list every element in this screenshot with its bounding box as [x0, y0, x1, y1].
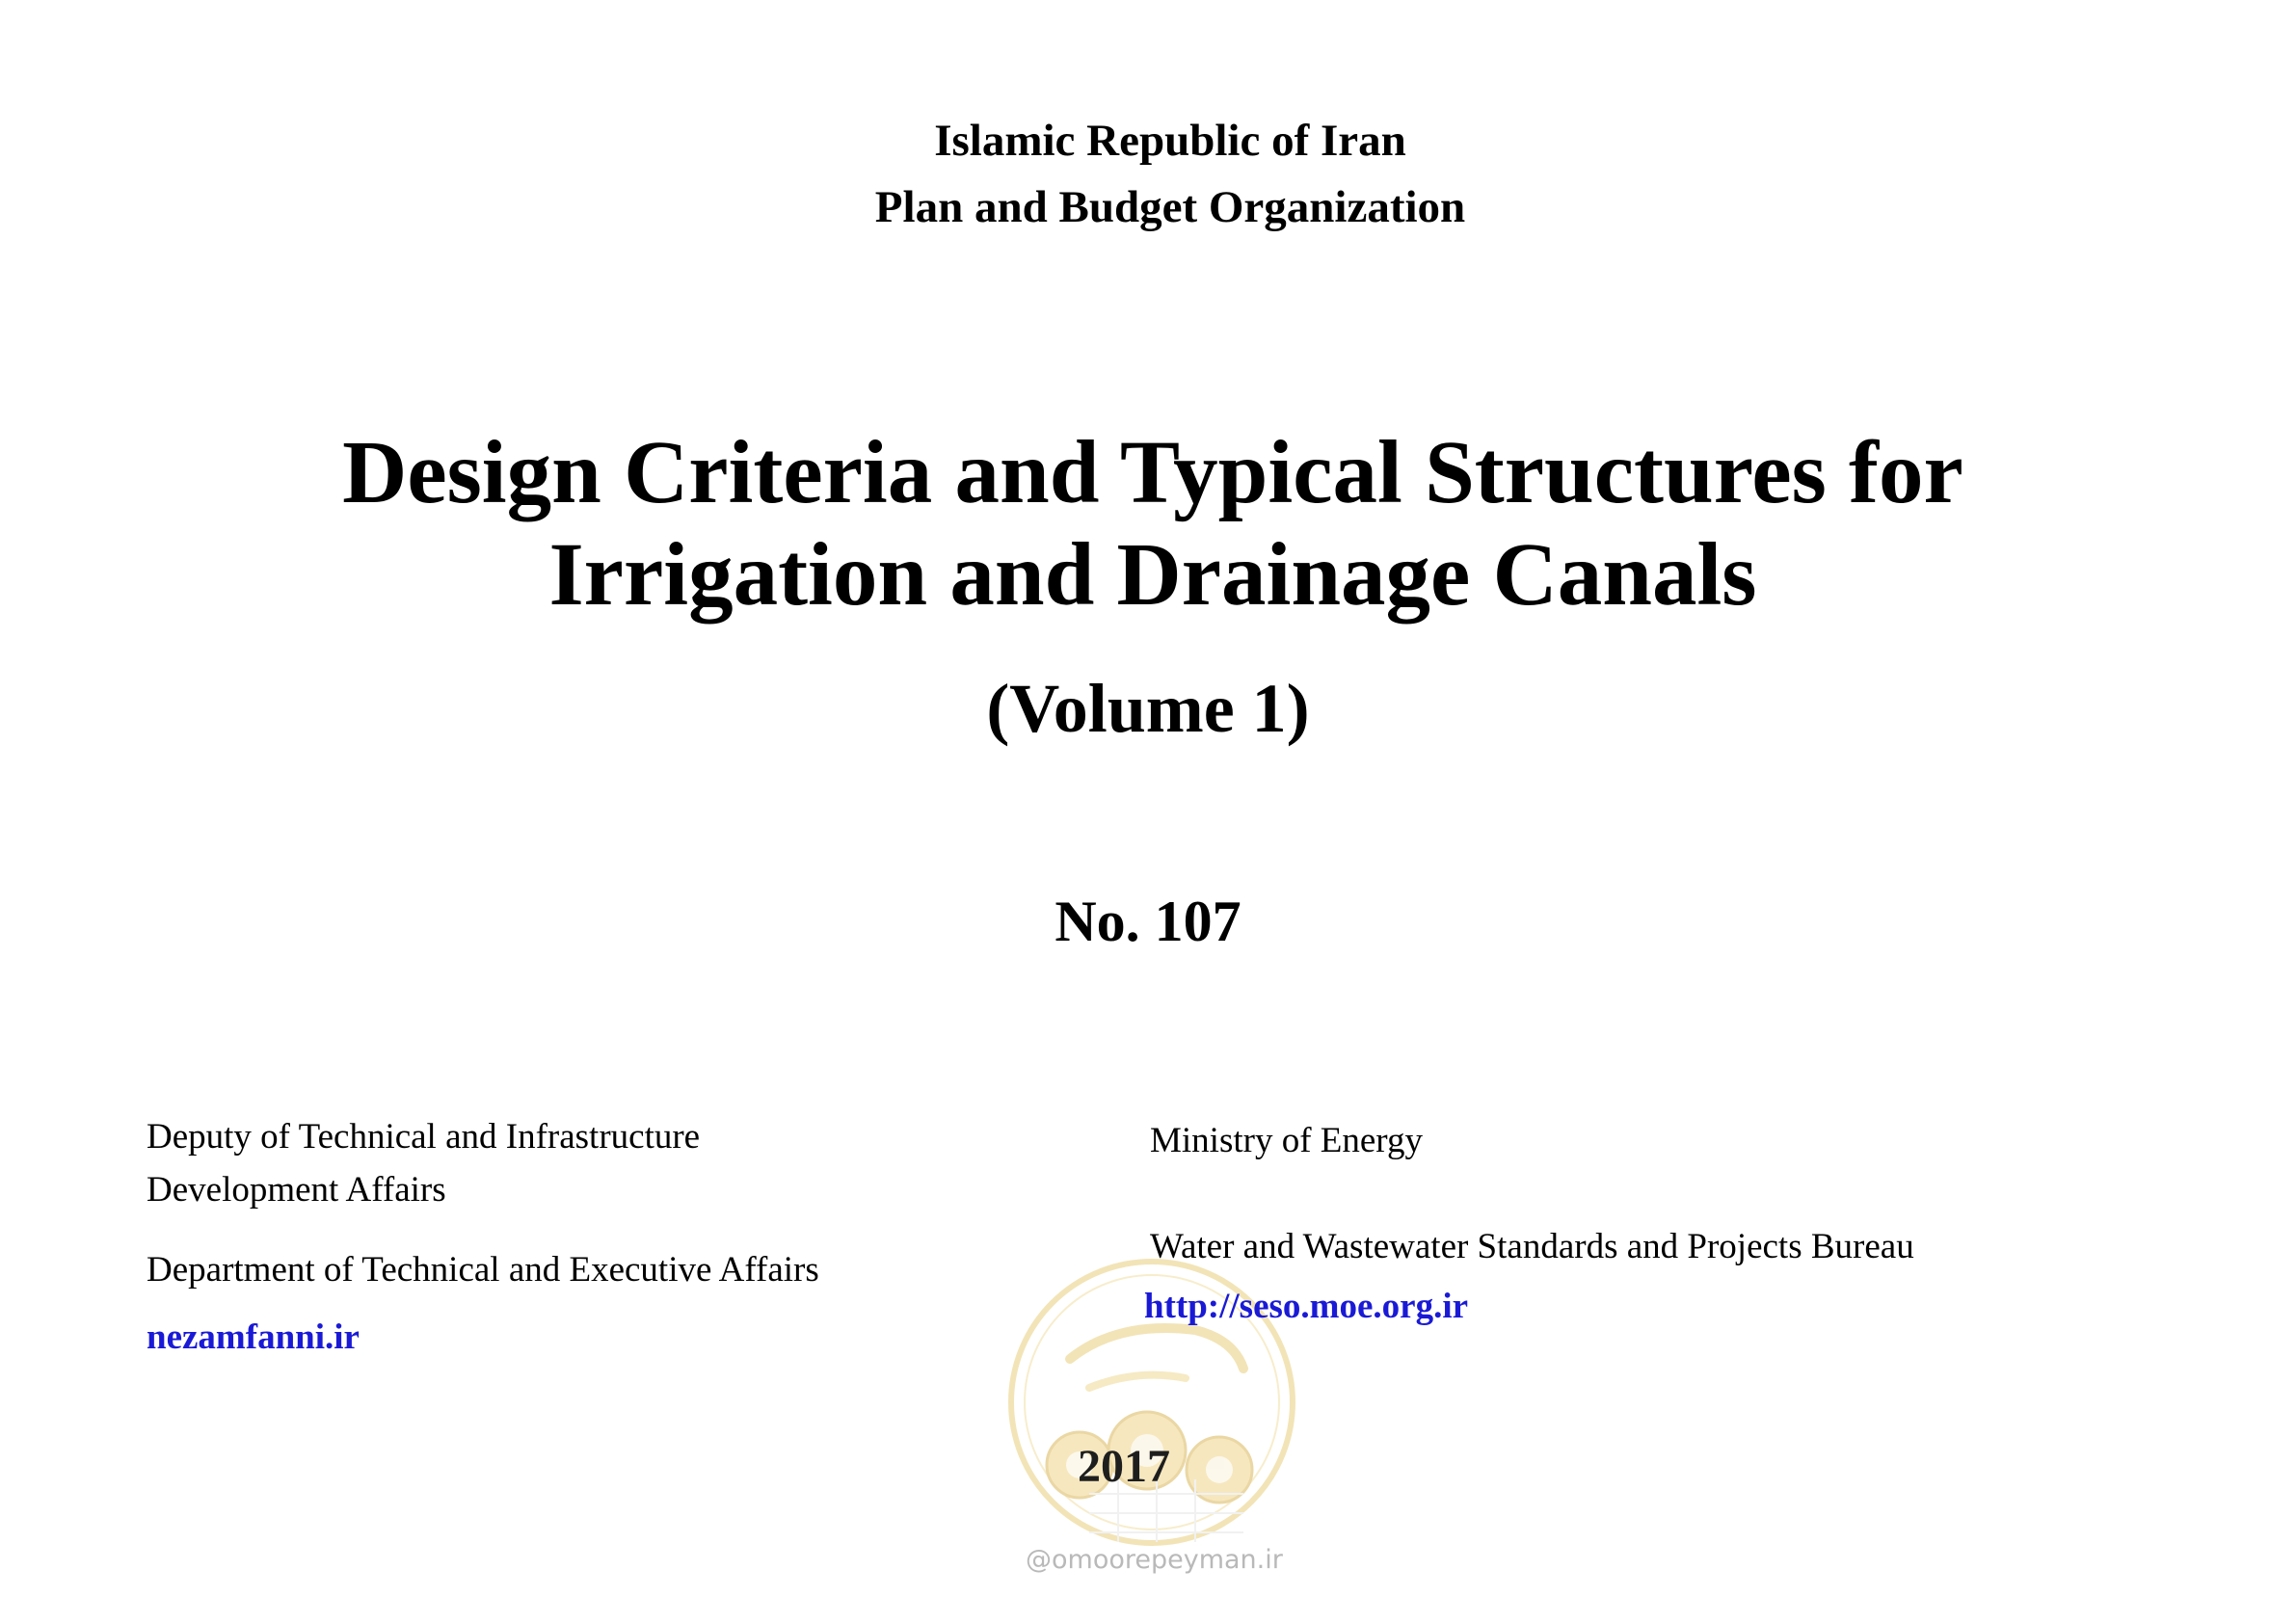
deputy-line-2: Development Affairs: [147, 1170, 446, 1210]
bureau-name: Water and Wastewater Standards and Projects Bureau: [1150, 1227, 1914, 1266]
title-line-2: Irrigation and Drainage Canals: [548, 525, 1757, 625]
nezamfanni-link[interactable]: nezamfanni.ir: [147, 1317, 360, 1357]
organization-name: Plan and Budget Organization: [874, 182, 1466, 232]
department-name: Department of Technical and Executive Affairs: [147, 1250, 819, 1290]
seso-link[interactable]: http://seso.moe.org.ir: [1144, 1287, 1469, 1326]
ministry-name: Ministry of Energy: [1150, 1121, 1423, 1160]
issuer-right-column: [1144, 1114, 2114, 1326]
issuer-header: [0, 108, 2296, 241]
country-name: Islamic Republic of Iran: [934, 116, 1406, 166]
deputy-line-1: Deputy of Technical and Infrastructure: [147, 1117, 701, 1157]
document-number: No. 107: [1055, 890, 1241, 953]
document-title: [0, 422, 2296, 626]
title-line-1: Design Criteria and Typical Structures for: [342, 423, 1963, 522]
publication-year: 2017: [1078, 1441, 1170, 1492]
volume-label: (Volume 1): [986, 670, 1310, 747]
issuer-left-column: [147, 1110, 975, 1364]
watermark-caption: @omoorepeyman.ir: [1026, 1545, 1283, 1575]
